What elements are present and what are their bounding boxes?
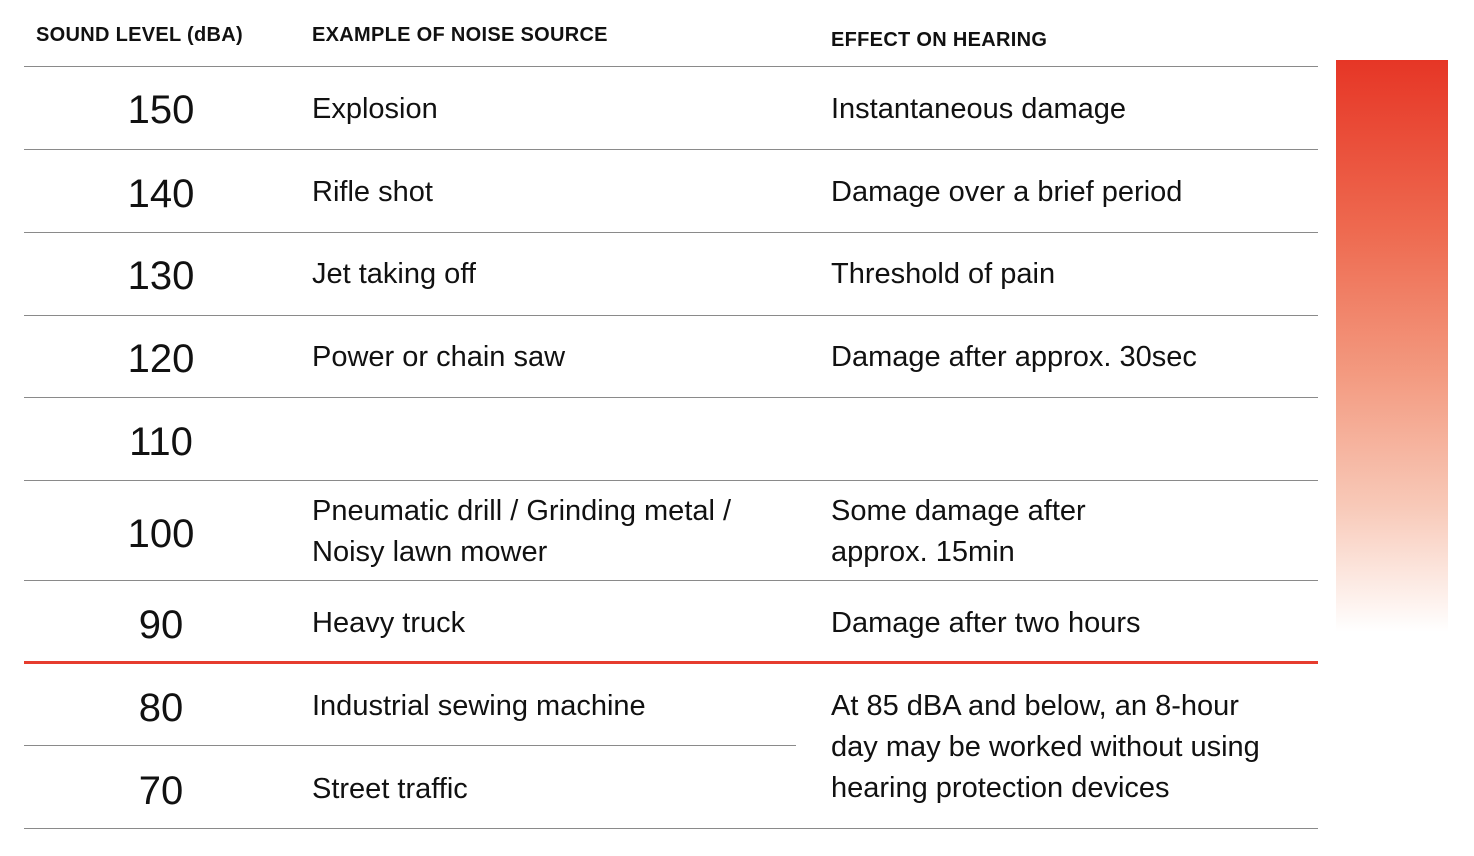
- table-row: [0, 397, 1320, 480]
- noise-source: [312, 491, 731, 573]
- sound-level-value: 140: [127, 172, 195, 216]
- hearing-effect: Threshold of pain: [831, 258, 1056, 290]
- noise-source: Rifle shot: [312, 176, 433, 208]
- noise-source: Explosion: [312, 93, 438, 125]
- sound-level-value: 120: [127, 337, 195, 381]
- sound-level-value: 90: [138, 603, 184, 647]
- header-sound-level: SOUND LEVEL (dBA): [36, 24, 243, 46]
- sound-level-value: 130: [127, 254, 195, 298]
- sound-level-value: 70: [138, 769, 184, 813]
- sound-level-value: 110: [129, 420, 193, 464]
- noise-source: Jet taking off: [312, 258, 476, 290]
- table-row: [0, 315, 1320, 397]
- safe-note-line: hearing protection devices: [831, 772, 1170, 804]
- noise-source: Power or chain saw: [312, 341, 566, 373]
- table-row: [0, 149, 1320, 232]
- table-row: [0, 580, 1320, 661]
- noise-source: Heavy truck: [312, 607, 466, 639]
- hearing-effect: Damage after two hours: [831, 607, 1141, 639]
- noise-source: Street traffic: [312, 773, 468, 805]
- hearing-effect: [831, 491, 1086, 573]
- noise-source-line: Pneumatic drill / Grinding metal /: [312, 495, 732, 527]
- table-row: [0, 480, 1320, 580]
- intensity-gradient-bar: [1336, 60, 1448, 632]
- hearing-effect: Damage over a brief period: [831, 176, 1183, 208]
- header-noise-source: EXAMPLE OF NOISE SOURCE: [312, 24, 608, 46]
- table-row: [0, 232, 1320, 315]
- hearing-effect-line: approx. 15min: [831, 536, 1015, 568]
- noise-source-line: Noisy lawn mower: [312, 536, 548, 568]
- sound-level-value: 80: [138, 686, 184, 730]
- safe-exposure-note: [831, 686, 1260, 809]
- hearing-effect: Damage after approx. 30sec: [831, 341, 1197, 373]
- sound-level-value: 100: [127, 512, 195, 556]
- table-row: [0, 66, 1320, 149]
- hearing-effect: Instantaneous damage: [831, 93, 1127, 125]
- header-effect-on-hearing: EFFECT ON HEARING: [831, 29, 1048, 51]
- safe-note-line: At 85 dBA and below, an 8-hour: [831, 690, 1239, 722]
- sound-level-value: 150: [127, 88, 195, 132]
- hearing-effect-line: Some damage after: [831, 495, 1086, 527]
- table-bottom-rule: [24, 828, 1318, 829]
- noise-source: Industrial sewing machine: [312, 690, 646, 722]
- safe-note-line: day may be worked without using: [831, 731, 1260, 763]
